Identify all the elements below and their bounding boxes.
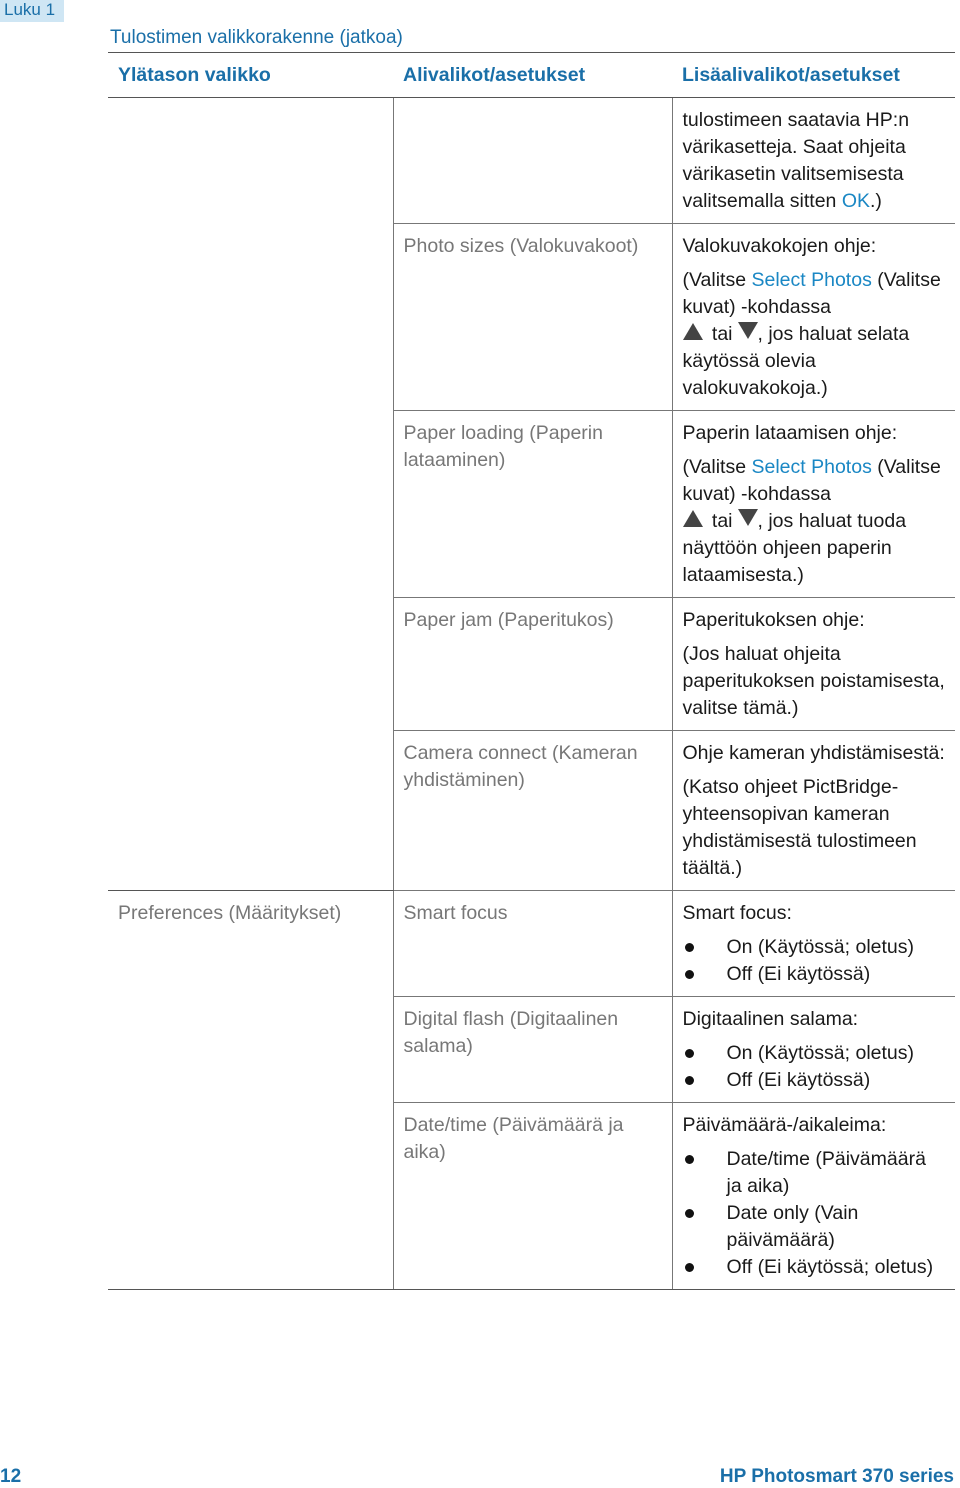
product-name: HP Photosmart 370 series (719, 1466, 954, 1487)
extra-paper-loading (672, 411, 955, 598)
up-arrow-icon (683, 510, 703, 527)
submenu-cell-empty (393, 98, 672, 224)
submenu-date-time: Date/time (Päivämäärä ja aika) (393, 1103, 672, 1290)
page-subtitle: Tulostimen valikkorakenne (jatkoa) (110, 27, 403, 48)
list-item: Off (Ei käytössä) (683, 961, 946, 988)
up-arrow-icon (683, 323, 703, 340)
table-header-row (108, 53, 955, 98)
option-title: Digitaalinen salama: (682, 1008, 859, 1030)
option-list (683, 1146, 946, 1281)
extra-paper-jam (672, 598, 955, 731)
help-title: Paperin lataamisen ohje: (682, 422, 898, 444)
page-number: 12 (0, 1466, 22, 1487)
list-item: Date only (Vain päivämäärä) (683, 1200, 946, 1254)
submenu-photo-sizes: Photo sizes (Valokuvakoot) (393, 224, 672, 411)
list-item: On (Käytössä; oletus) (683, 1040, 946, 1067)
extra-date-time (672, 1103, 955, 1290)
extra-smart-focus (672, 891, 955, 997)
top-menu-cell-empty (108, 98, 393, 891)
header-extra-submenu: Lisäalivalikot/asetukset (672, 53, 955, 98)
header-submenu: Alivalikot/asetukset (393, 53, 672, 98)
menu-structure-table (108, 52, 955, 1290)
list-item: Off (Ei käytössä) (683, 1067, 946, 1094)
ok-key-label: OK (841, 190, 871, 212)
help-title: Valokuvakokojen ohje: (682, 235, 877, 257)
help-title: Ohje kameran yhdistämisestä: (682, 742, 945, 764)
submenu-paper-jam: Paper jam (Paperitukos) (393, 598, 672, 731)
extra-photo-sizes (672, 224, 955, 411)
down-arrow-icon (738, 322, 758, 339)
down-arrow-icon (738, 509, 758, 526)
header-top-menu: Ylätason valikko (108, 53, 393, 98)
top-menu-preferences: Preferences (Määritykset) (108, 891, 393, 1290)
help-text: (Valitse Select Photos (Valitse kuvat) -kohdassa tai , jos haluat selata käytössä olevia valokuvakokoja.) (682, 269, 941, 399)
submenu-camera-connect: Camera connect (Kameran yhdistäminen) (393, 731, 672, 891)
extra-camera-connect (672, 731, 955, 891)
chapter-tab: Luku 1 (0, 0, 64, 22)
submenu-digital-flash: Digital flash (Digitaalinen salama) (393, 997, 672, 1103)
list-item: On (Käytössä; oletus) (683, 934, 946, 961)
table-row (108, 891, 955, 997)
option-title: Smart focus: (682, 902, 792, 924)
submenu-smart-focus: Smart focus (393, 891, 672, 997)
option-list (683, 1040, 946, 1094)
help-title: Paperitukoksen ohje: (682, 609, 865, 631)
help-text: (Valitse Select Photos (Valitse kuvat) -kohdassa tai , jos haluat tuoda näyttöön ohjeen paperin lataamisesta.) (682, 456, 941, 586)
list-item: Date/time (Päivämäärä ja aika) (683, 1146, 946, 1200)
select-photos-label: Select Photos (751, 456, 872, 478)
select-photos-label: Select Photos (751, 269, 872, 291)
extra-digital-flash (672, 997, 955, 1103)
help-text: (Katso ohjeet PictBridge-yhteensopivan kameran yhdistämisestä tulostimeen täältä.) (682, 776, 917, 879)
extra-cell-continuation: tulostimeen saatavia HP:n värikasetteja. Saat ohjeita värikasetin valitsemisesta valitsemalla sitten OK.) (672, 98, 955, 224)
option-list (683, 934, 946, 988)
option-title: Päivämäärä-/aikaleima: (682, 1114, 887, 1136)
submenu-paper-loading: Paper loading (Paperin lataaminen) (393, 411, 672, 598)
table-row (108, 98, 955, 224)
help-text: (Jos haluat ohjeita paperitukoksen poistamisesta, valitse tämä.) (682, 643, 945, 719)
list-item: Off (Ei käytössä; oletus) (683, 1254, 946, 1281)
